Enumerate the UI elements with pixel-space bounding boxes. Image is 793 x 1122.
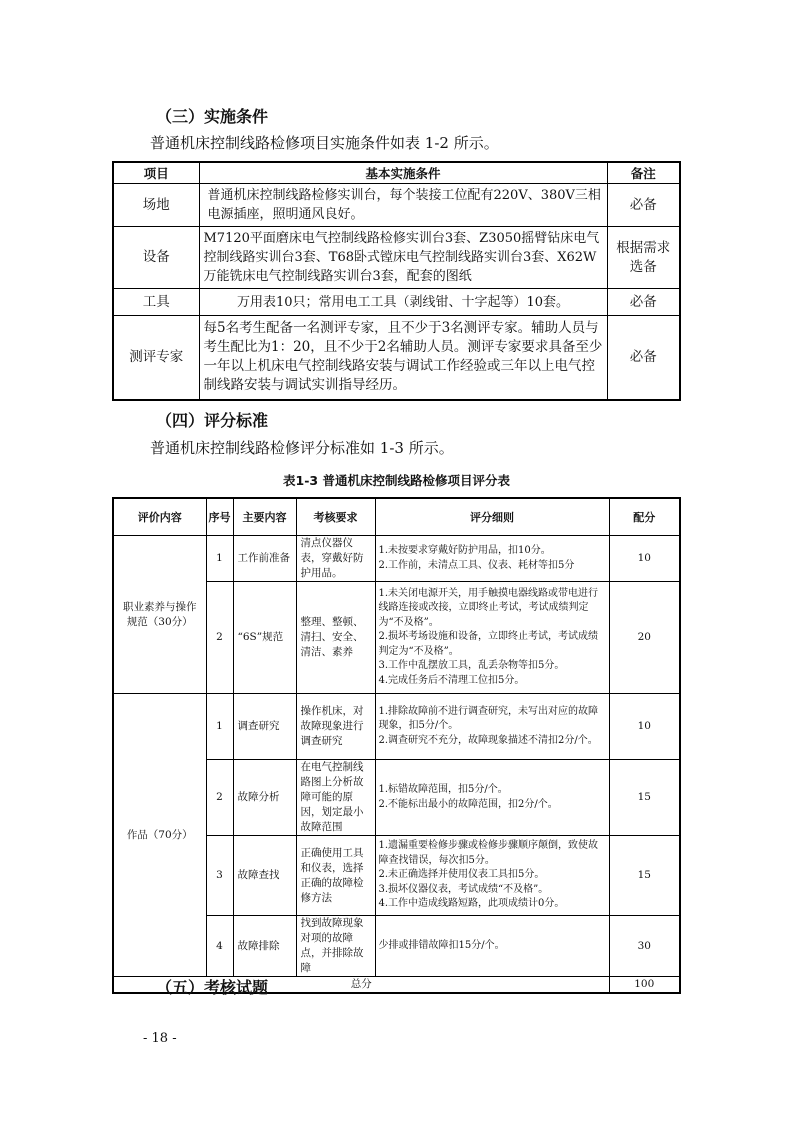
total-value: 100 [609, 977, 680, 993]
column-header: 考核要求 [296, 498, 375, 536]
table-cell: 设备 [113, 227, 199, 289]
group-cell: 作品（70分） [113, 694, 206, 977]
section-3-intro: 普通机床控制线路检修项目实施条件如表 1-2 所示。 [150, 134, 499, 152]
column-header: 主要内容 [233, 498, 296, 536]
table-cell: 操作机床，对故障现象进行调查研究 [296, 694, 375, 760]
table-cell: 3 [206, 836, 233, 916]
table-cell: 找到故障现象对项的故障点，并排除故障 [296, 916, 375, 977]
column-header: 基本实施条件 [199, 162, 607, 184]
column-header: 评价内容 [113, 498, 206, 536]
table-cell: 故障排除 [233, 916, 296, 977]
column-header: 项目 [113, 162, 199, 184]
column-header: 备注 [607, 162, 680, 184]
conditions-table [112, 161, 681, 401]
table-cell: 工作前准备 [233, 536, 296, 582]
table-cell: 1 [206, 536, 233, 582]
column-header: 配分 [609, 498, 680, 536]
table-cell: 10 [609, 694, 680, 760]
table-cell: 必备 [607, 289, 680, 316]
table-cell: 工具 [113, 289, 199, 316]
group-cell: 职业素养与操作规范（30分） [113, 536, 206, 694]
table-cell: 1.遗漏重要检修步骤或检修步骤顺序颠倒，致使故障查找错误，每次扣5分。 2.未正确选择并使用仪表工具扣5分。 3.损坏仪器仪表，考试成绩“不及格”。 4.工作中造成线路短路，此项成绩计0分。 [375, 836, 609, 916]
table-cell: 2 [206, 582, 233, 694]
table-row [113, 289, 680, 316]
table-cell: 场地 [113, 184, 199, 227]
table-cell: 4 [206, 916, 233, 977]
table-cell: 必备 [607, 316, 680, 400]
table-row [113, 536, 680, 582]
table-cell: 根据需求选备 [607, 227, 680, 289]
table-cell: 在电气控制线路图上分析故障可能的原因，划定最小故障范围 [296, 760, 375, 836]
table-header-row [113, 162, 680, 184]
table-cell: M7120平面磨床电气控制线路检修实训台3套、Z3050摇臂钻床电气控制线路实训台3套、T68卧式镗床电气控制线路实训台3套、X62W万能铣床电气控制线路实训台3套，配套的图纸 [199, 227, 607, 289]
table-cell: 1.未关闭电源开关，用手触摸电器线路或带电进行线路连接或改接，立即终止考试，考试成绩判定为“不及格”。 2.损坏考场设施和设备，立即终止考试，考试成绩判定为“不及格”。 3.工作中乱摆放工具，乱丢杂物等扣5分。 4.完成任务后不清理工位扣5分。 [375, 582, 609, 694]
table-row [113, 316, 680, 400]
table-cell: 10 [609, 536, 680, 582]
section-3-title: （三）实施条件 [156, 107, 269, 126]
total-label: 总分 [113, 977, 609, 993]
table-cell: 每5名考生配备一名测评专家，且不少于3名测评专家。辅助人员与考生配比为1：20，且不少于2名辅助人员。测评专家要求具备至少一年以上机床电气控制线路安装与调试工作经验或三年以上电气控制线路安装与调试实训指导经历。 [199, 316, 607, 400]
table-cell: 整理、整顿、清扫、安全、清洁、素养 [296, 582, 375, 694]
table-cell: 1.未按要求穿戴好防护用品，扣10分。 2.工作前，未清点工具、仪表、耗材等扣5分 [375, 536, 609, 582]
table-row [113, 227, 680, 289]
table-cell: 故障分析 [233, 760, 296, 836]
table-cell: 少排或排错故障扣15分/个。 [375, 916, 609, 977]
page-number: - 18 - [143, 1031, 177, 1046]
column-header: 评分细则 [375, 498, 609, 536]
table-header-row [113, 498, 680, 536]
table-cell: 15 [609, 836, 680, 916]
table-cell: 正确使用工具和仪表，选择正确的故障检修方法 [296, 836, 375, 916]
table-cell: 必备 [607, 184, 680, 227]
table-caption: 表1-3 普通机床控制线路检修项目评分表 [283, 473, 510, 488]
table-cell: 调查研究 [233, 694, 296, 760]
table-cell: 1.排除故障前不进行调查研究，未写出对应的故障现象，扣5分/个。 2.调查研究不充分，故障现象描述不清扣2分/个。 [375, 694, 609, 760]
table-cell: 清点仪器仪表，穿戴好防护用品。 [296, 536, 375, 582]
table-row [113, 694, 680, 760]
table-cell: 故障查找 [233, 836, 296, 916]
scoring-table [112, 497, 681, 994]
table-row [113, 184, 680, 227]
section-4-title: （四）评分标准 [156, 411, 269, 430]
table-cell: 万用表10只；常用电工工具（剥线钳、十字起等）10套。 [199, 289, 607, 316]
section-5-title: （五）考核试题 [156, 978, 269, 997]
table-cell: “6S”规范 [233, 582, 296, 694]
table-cell: 普通机床控制线路检修实训台，每个装接工位配有220V、380V三相电源插座，照明通风良好。 [199, 184, 607, 227]
table-cell: 测评专家 [113, 316, 199, 400]
table-cell: 2 [206, 760, 233, 836]
column-header: 序号 [206, 498, 233, 536]
table-cell: 30 [609, 916, 680, 977]
table-cell: 1 [206, 694, 233, 760]
table-cell: 15 [609, 760, 680, 836]
table-cell: 20 [609, 582, 680, 694]
table-cell: 1.标错故障范围，扣5分/个。 2.不能标出最小的故障范围，扣2分/个。 [375, 760, 609, 836]
section-4-intro: 普通机床控制线路检修评分标准如 1-3 所示。 [150, 439, 454, 457]
